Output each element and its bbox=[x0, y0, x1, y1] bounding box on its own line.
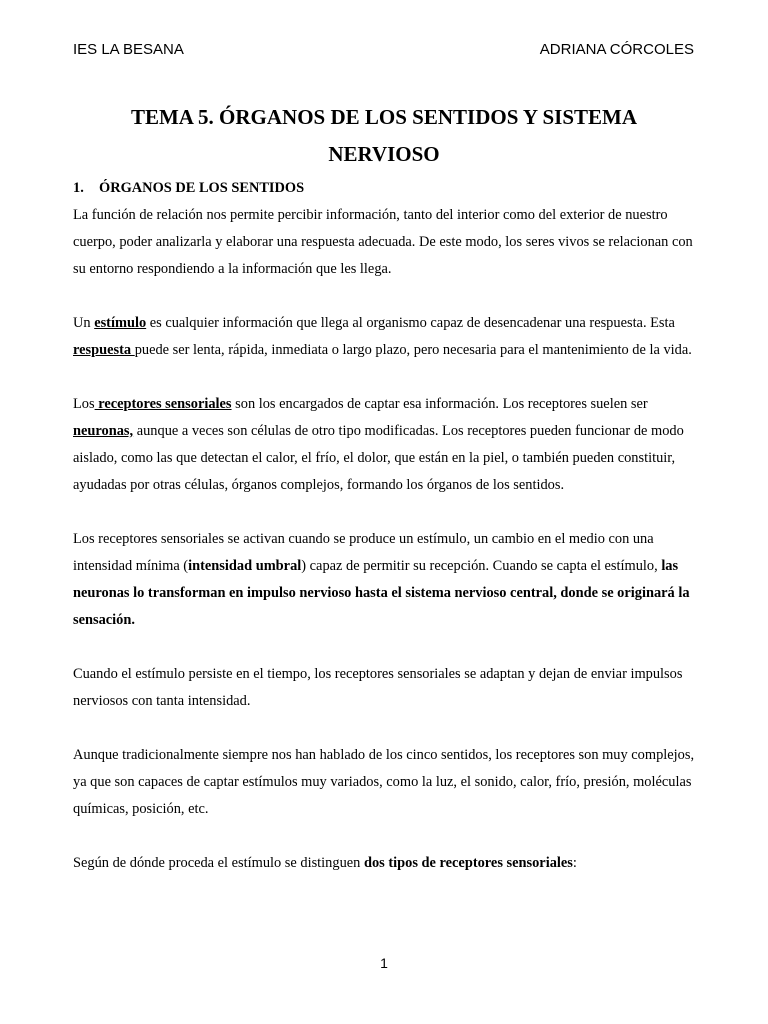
section-title: ÓRGANOS DE LOS SENTIDOS bbox=[99, 180, 305, 196]
section-number: 1. bbox=[73, 180, 84, 196]
text-run: ) capaz de permitir su recepción. Cuando se capta el estímulo, bbox=[301, 558, 662, 574]
paragraph-tipos bbox=[73, 850, 699, 877]
keyword-neuronas: neuronas, bbox=[73, 423, 134, 439]
document-title-line-1: TEMA 5. ÓRGANOS DE LOS SENTIDOS Y SISTEMA bbox=[130, 105, 638, 129]
text-run: Los bbox=[73, 396, 95, 412]
document-body bbox=[73, 175, 699, 877]
text-run: Según de dónde proceda el estímulo se distinguen bbox=[73, 855, 364, 871]
keyword-receptores-sensoriales: receptores sensoriales bbox=[94, 396, 232, 412]
text-run: puede ser lenta, rápida, inmediata o largo plazo, pero necesaria para el mantenimiento de la vida. bbox=[134, 342, 692, 358]
text-run: Un bbox=[73, 315, 95, 331]
keyword-dos-tipos: dos tipos de receptores sensoriales bbox=[363, 855, 573, 871]
page-number: 1 bbox=[380, 955, 388, 971]
paragraph-estimulo bbox=[73, 310, 699, 364]
text-run: : bbox=[572, 855, 577, 871]
keyword-respuesta: respuesta bbox=[73, 342, 135, 358]
document-title-line-2: NERVIOSO bbox=[328, 142, 440, 166]
text-run: aunque a veces son células de otro tipo modificadas. Los receptores pueden funcionar de modo aislado, como las que detectan el calor, el frío, el dolor, que están en la piel, o también pueden constituir, ayudadas por otras células, órganos complejos, formando los órganos de los sentidos. bbox=[73, 423, 684, 493]
keyword-estimulo: estímulo bbox=[94, 315, 147, 331]
keyword-impulso-nervioso: las neuronas lo transforman en impulso nervioso hasta el sistema nervioso central, donde se originará la sensación. bbox=[73, 558, 690, 628]
paragraph-funcion-relacion: La función de relación nos permite percibir información, tanto del interior como del exterior de nuestro cuerpo, poder analizarla y elaborar una respuesta adecuada. De este modo, los seres vivos se relacionan con su entorno respondiendo a la información que les llega. bbox=[73, 207, 693, 277]
paragraph-adaptacion: Cuando el estímulo persiste en el tiempo, los receptores sensoriales se adaptan y dejan de enviar impulsos nerviosos con tanta intensidad. bbox=[73, 666, 683, 709]
paragraph-sentidos: Aunque tradicionalmente siempre nos han hablado de los cinco sentidos, los receptores son muy complejos, ya que son capaces de captar estímulos muy variados, como la luz, el sonido, calor, frío, presión, moléculas químicas, posición, etc. bbox=[73, 747, 695, 817]
text-run: son los encargados de captar esa información. Los receptores suelen ser bbox=[231, 396, 648, 412]
header-school: IES LA BESANA bbox=[73, 41, 184, 58]
header-author: ADRIANA CÓRCOLES bbox=[539, 41, 694, 58]
section-heading bbox=[73, 175, 699, 202]
keyword-intensidad-umbral: intensidad umbral bbox=[188, 558, 302, 574]
paragraph-activacion bbox=[73, 526, 699, 634]
text-run: es cualquier información que llega al organismo capaz de desencadenar una respuesta. Esta bbox=[146, 315, 675, 331]
paragraph-receptores bbox=[73, 391, 699, 499]
text-run: Los receptores sensoriales se activan cuando se produce un estímulo, un cambio en el medio con una intensidad mínima ( bbox=[73, 531, 654, 574]
